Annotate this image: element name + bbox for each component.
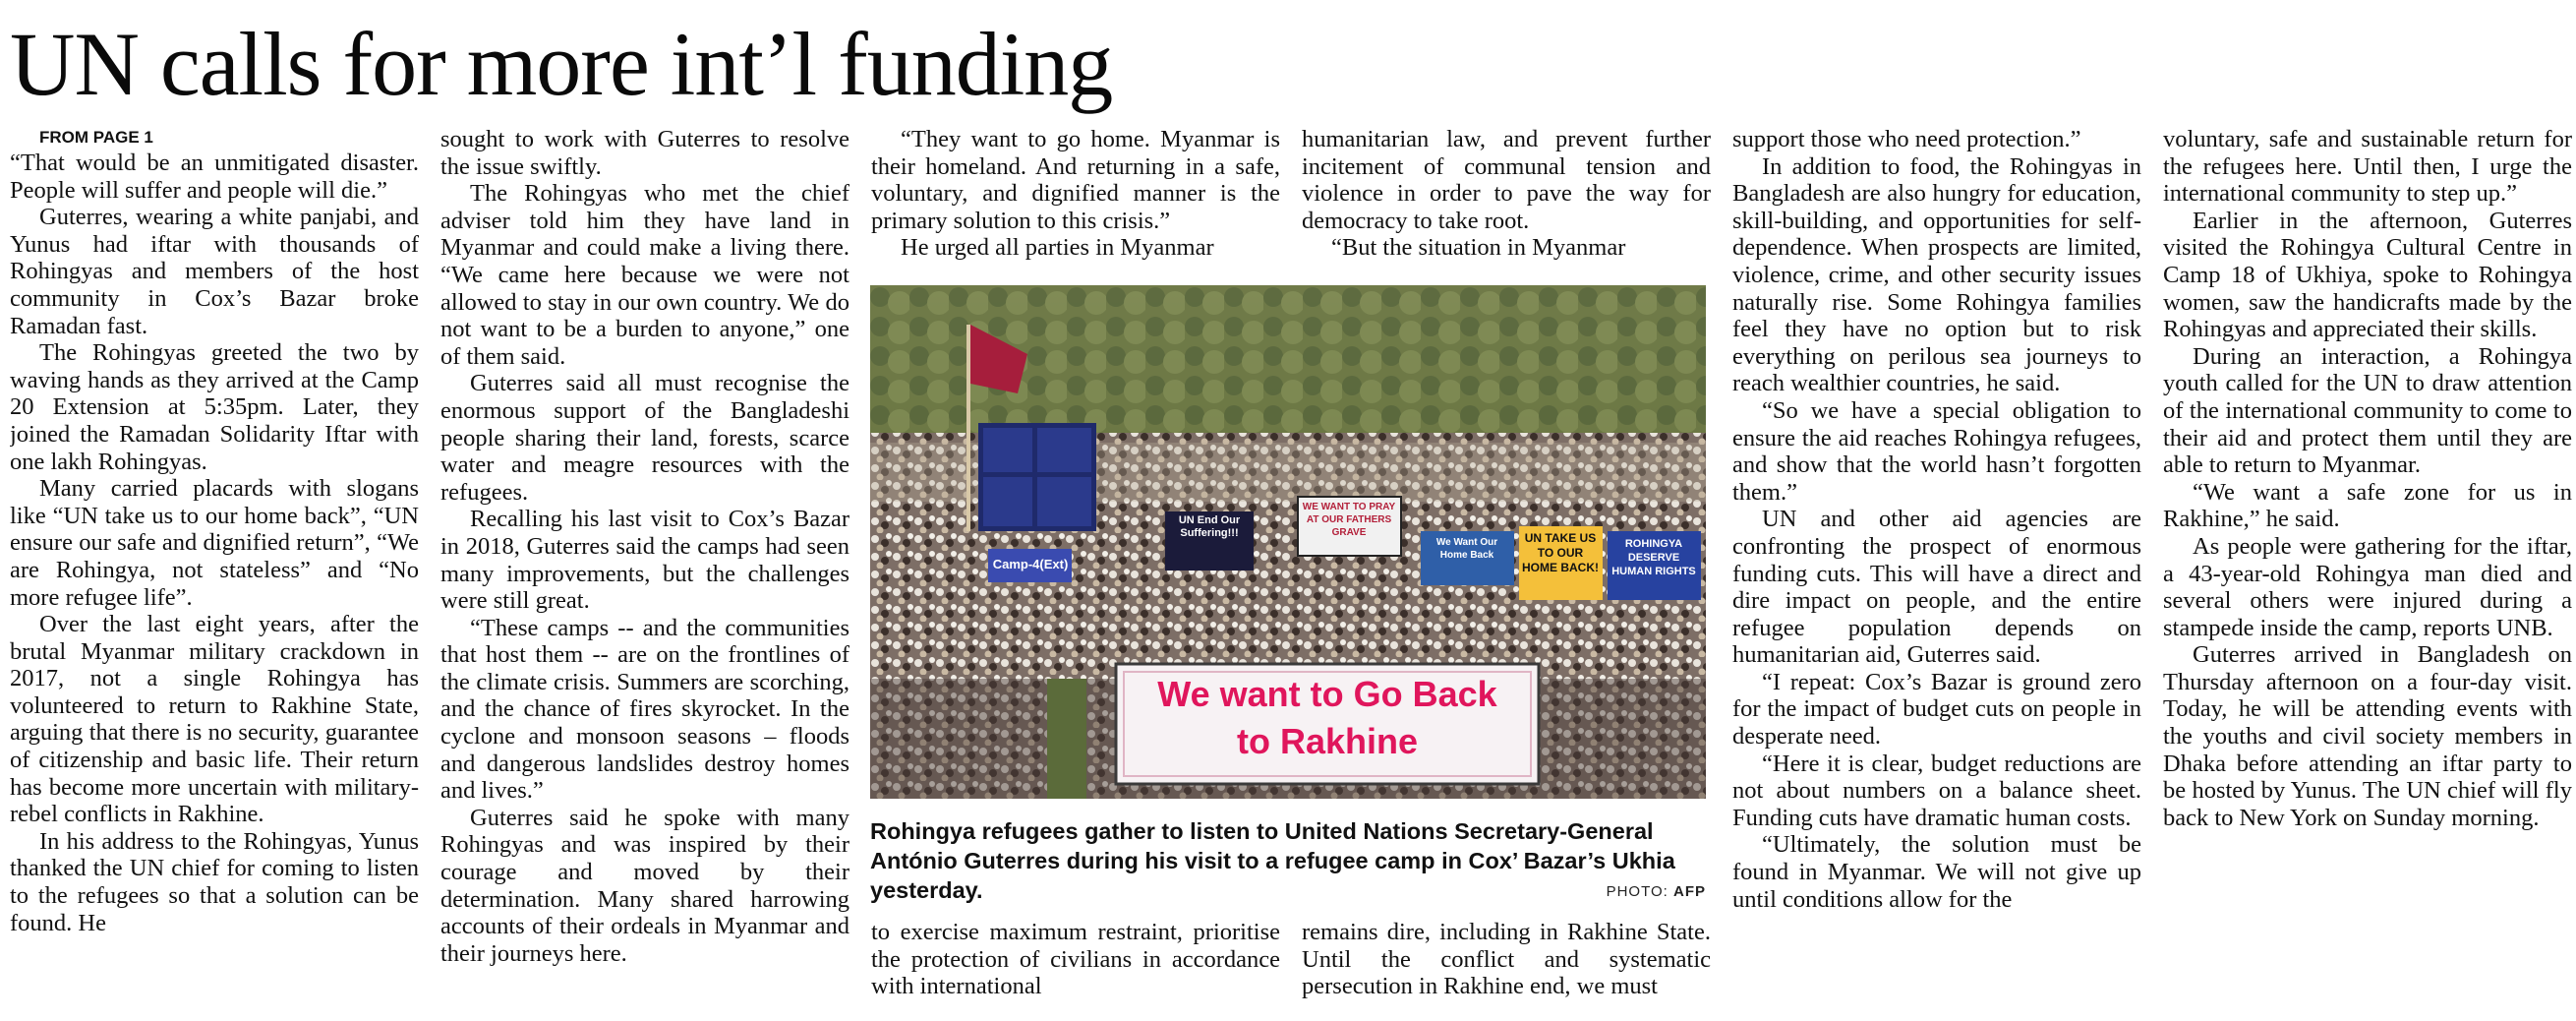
paragraph: He urged all parties in Myanmar — [901, 234, 1214, 262]
paragraph: “They want to go home. Myanmar is their homeland. And returning in a safe, voluntary, and dignified manner is the primary solution to this crisis.” — [871, 126, 1280, 234]
paragraph: “Here it is clear, budget reductions are not about numbers on a balance sheet. Funding cuts have dramatic human costs. — [1732, 750, 2141, 831]
article-column-4-continued — [1302, 919, 1711, 1007]
photo-credit — [1607, 883, 1706, 900]
paragraph: “But the situation in Myanmar — [1331, 234, 1626, 262]
paragraph: “That would be an unmitigated disaster. People will suffer and people will die.” — [10, 150, 419, 204]
paragraph: The Rohingyas who met the chief adviser told him they have land in Myanmar and could make a living there. “We came here because we were not allowed to stay in our own country. We do not want to be a burden to anyone,” one of them said. — [440, 180, 849, 370]
paragraph: to exercise maximum restraint, prioritise the protection of civilians in accordance with international — [871, 919, 1280, 1000]
headline: UN calls for more int’l funding — [10, 14, 1113, 114]
paragraph: “I repeat: Cox’s Bazar is ground zero for the impact of budget cuts on people in desperate need. — [1732, 668, 2141, 751]
paragraph: Guterres arrived in Bangladesh on Thursday afternoon on a four-day visit. Today, he will be attending events with the youths and civil society members in Dhaka before attending an iftar party to be hosted by Yunus. The UN chief will fly back to New York on Sunday morning. — [2163, 641, 2572, 831]
placard-human-rights: ROHINGYA DESERVE HUMAN RIGHTS — [1611, 538, 1696, 577]
photo-caption: Rohingya refugees gather to listen to United Nations Secretary-General António Guterres during his visit to a refugee camp in Cox’ Bazar’s Ukhia yesterday. — [870, 818, 1675, 903]
paragraph: remains dire, including in Rakhine State. Until the conflict and systematic persecution in Rakhine end, we must — [1302, 919, 1711, 1000]
paragraph: Many carried placards with slogans like “UN take us to our home back”, “UN ensure our safe and dignified return”, “We are Rohingya, not stateless” and “No more refugee life”. — [10, 475, 419, 611]
article-column-3 — [871, 126, 1280, 273]
paragraph: “So we have a special obligation to ensure the aid reaches Rohingya refugees, and show that the world hasn’t forgotten them.” — [1732, 396, 2141, 506]
article-column-6 — [2163, 126, 2572, 1011]
article-column-3-continued — [871, 919, 1280, 1007]
paragraph: As people were gathering for the iftar, a 43-year-old Rohingya man died and several others were injured during a stampede inside the camp, reports UNB. — [2163, 532, 2572, 641]
placard-home-back: We Want Our Home Back — [1435, 537, 1498, 561]
paragraph: Over the last eight years, after the brutal Myanmar military crackdown in 2017, not a single Rohingya has volunteered to return to Rakhine State, arguing that there is no security, guarantee of citizenship and basic life. Their return has become more uncertain with military-rebel conflicts in Rakhine. — [10, 611, 419, 828]
paragraph: sought to work with Guterres to resolve the issue swiftly. — [440, 126, 849, 180]
paragraph: Recalling his last visit to Cox’s Bazar in 2018, Guterres said the camps had seen many improvements, but the challenges were still great. — [440, 506, 849, 615]
paragraph: UN and other aid agencies are confronting the prospect of enormous funding cuts. This will have a direct and dire impact on people, and the entire refugee population depends on humanitarian aid, Guterres said. — [1732, 506, 2141, 669]
banner-line-1: We want to Go Back — [1157, 674, 1497, 714]
banner-text — [1116, 671, 1539, 765]
paragraph: “We want a safe zone for us in Rakhine,” he said. — [2163, 478, 2572, 533]
placard-take-us-home: UN TAKE US TO OUR HOME BACK! — [1522, 531, 1599, 574]
paragraph: In addition to food, the Rohingyas in Bangladesh are also hungry for education, skill-building, and opportunities for self-dependence. When prospects are limited, violence, crime, and other security issues naturally rise. Some Rohingya families feel they have no option but to risk everything on perilous sea journeys to reach wealthier countries, he said. — [1732, 152, 2141, 397]
paragraph: Guterres, wearing a white panjabi, and Yunus had iftar with thousands of Rohingyas and members of the host community in Cox’s Bazar broke Ramadan fast. — [10, 204, 419, 339]
paragraph: humanitarian law, and prevent further incitement of communal tension and violence in order to pave the way for democracy to take root. — [1302, 126, 1711, 234]
banner-line-2: to Rakhine — [1236, 721, 1419, 761]
paragraph: Guterres said he spoke with many Rohingyas and was inspired by their courage and moved by their determination. Many shared harrowing accounts of their ordeals in Myanmar and their journeys here. — [440, 804, 849, 967]
paragraph: In his address to the Rohingyas, Yunus thanked the UN chief for coming to listen to the refugees so that a solution can be found. He — [10, 827, 419, 936]
paragraph: Earlier in the afternoon, Guterres visited the Rohingya Cultural Centre in Camp 18 of Ukhiya, spoke to Rohingya women, saw the handicrafts made by the Rohingyas and appreciated their skills. — [2163, 207, 2572, 343]
article-column-4 — [1302, 126, 1711, 273]
paragraph: During an interaction, a Rohingya youth called for the UN to draw attention of the international community to come to their aid and protect them until they are able to return to Myanmar. — [2163, 342, 2572, 479]
placard-end-suffering: UN End Our Suffering!!! — [1178, 514, 1241, 539]
paragraph: “These camps -- and the communities that host them -- are on the frontlines of the climate crisis. Summers are scorching, and the chance of fires skyrocket. In the cyclone and monsoon seasons – floods and dangerous landslides destroy homes and lives.” — [440, 614, 849, 805]
article-column-5 — [1732, 126, 2141, 1011]
paragraph: voluntary, safe and sustainable return for the refugees here. Until then, I urge the international community to step up.” — [2163, 126, 2572, 208]
placard-pray: WE WANT TO PRAY AT OUR FATHERS GRAVE — [1302, 502, 1396, 538]
placard-camp: Camp-4(Ext) — [992, 557, 1069, 571]
paragraph: support those who need protection.” — [1732, 126, 2081, 152]
article-column-1 — [10, 126, 419, 1011]
photo-credit-label: PHOTO: — [1606, 883, 1669, 900]
paragraph: The Rohingyas greeted the two by waving hands as they arrived at the Camp 20 Extension at 5:35pm. Later, they joined the Ramadan Solidarity Iftar with one lakh Rohingyas. — [10, 339, 419, 475]
photo-credit-source: AFP — [1673, 883, 1706, 900]
news-photo — [870, 285, 1706, 799]
from-page-kicker: FROM PAGE 1 — [39, 128, 153, 147]
paragraph: Guterres said all must recognise the enormous support of the Bangladeshi people sharing their land, forests, scarce water and meagre resources with the refugees. — [440, 370, 849, 506]
article-column-2 — [440, 126, 849, 1011]
paragraph: “Ultimately, the solution must be found in Myanmar. We will not give up until conditions allow for the — [1732, 831, 2141, 913]
